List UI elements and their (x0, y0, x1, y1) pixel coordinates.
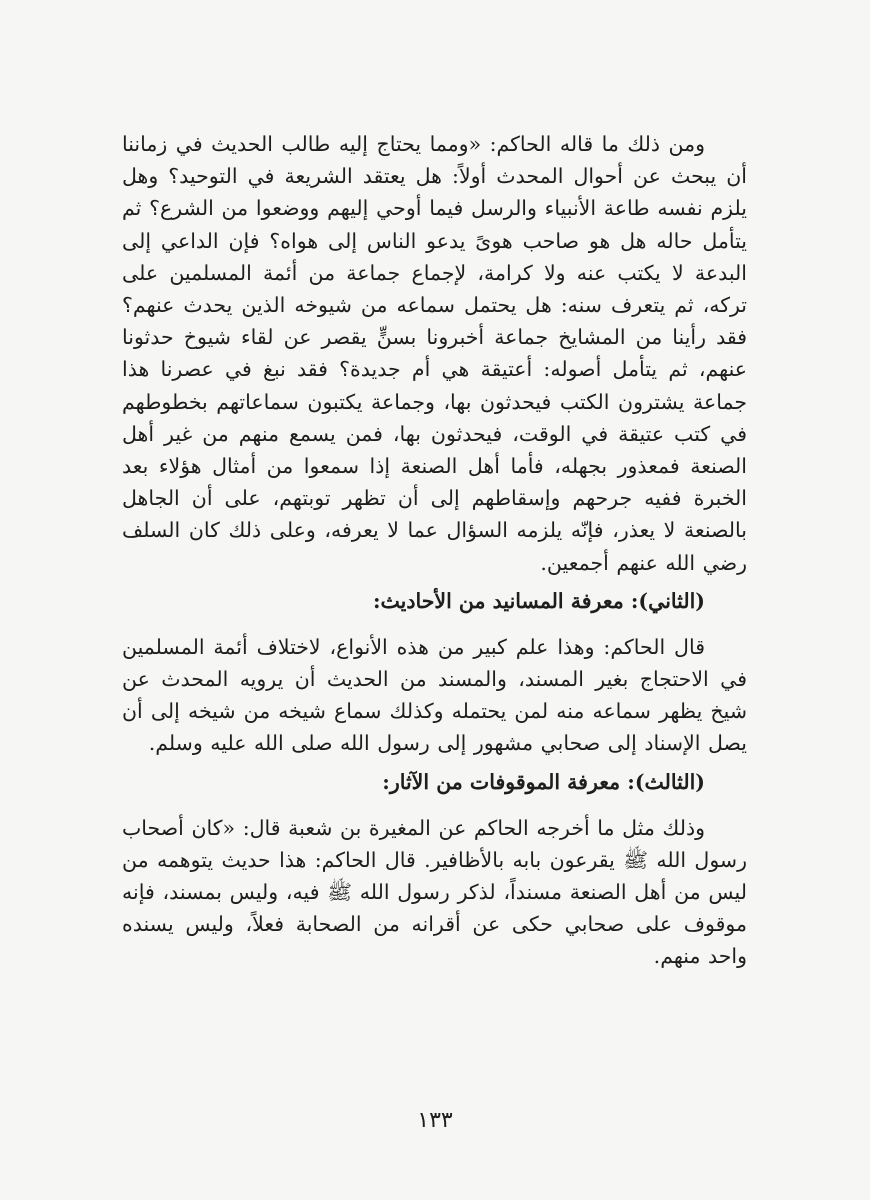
page-body (122, 128, 747, 973)
spacer (122, 798, 747, 812)
paragraph-musnad: قال الحاكم: وهذا علم كبير من هذه الأنواع، لاختلاف أئمة المسلمين في الاحتجاج بغير المسند، والمسند من الحديث أن يرويه المحدث عن شيخ يظهر سماعه منه لمن يحتمله وكذلك سماع شيخه من شيخه إلى أن يصل الإسناد إلى صحابي مشهور إلى رسول الله صلى الله عليه وسلم. (122, 634, 747, 756)
section-heading-second: (الثاني): معرفة المسانيد من الأحاديث: (372, 588, 705, 613)
spacer (122, 617, 747, 631)
paragraph-mawquf: وذلك مثل ما أخرجه الحاكم عن المغيرة بن شعبة قال: «كان أصحاب رسول الله ﷺ يقرعون بابه بالأظافير. قال الحاكم: هذا حديث يتوهمه من ليس من أهل الصنعة مسنداً، لذكر رسول الله ﷺ فيه، وليس بمسند، فإنه موقوف على صحابي حكى عن أقرانه من الصحابة فعلاً، وليس يسنده واحد منهم. (122, 815, 747, 969)
section-heading-third: (الثالث): معرفة الموقوفات من الآثار: (382, 769, 705, 794)
page-number: ١٣٣ (417, 1108, 453, 1133)
paragraph-hakim-quote: ومن ذلك ما قاله الحاكم: «ومما يحتاج إليه طالب الحديث في زماننا أن يبحث عن أحوال المحدث أولاً: هل يعتقد الشريعة في التوحيد؟ وهل يلزم نفسه طاعة الأنبياء والرسل فيما أوحي إليهم ووضعوا من الشرع؟ ثم يتأمل حاله هل هو صاحب هوىً يدعو الناس إلى هواه؟ فإن الداعي إلى البدعة لا يكتب عنه ولا كرامة، لإجماع جماعة من أئمة المسلمين على تركه، ثم يتعرف سنه: هل يحتمل سماعه من شيوخه الذين يحدث عنهم؟ فقد رأينا من المشايخ جماعة أخبرونا بسنٍّ يقصر عن لقاء شيوخ حدثونا عنهم، ثم يتأمل أصوله: أعتيقة هي أم جديدة؟ فقد نبغ في عصرنا هذا جماعة يشترون الكتب فيحدثون بها، وجماعة يكتبون سماعاتهم بخطوطهم في كتب عتيقة في الوقت، فيحدثون بها، فمن يسمع منهم من غير أهل الصنعة فمعذور بجهله، فأما أهل الصنعة إذا سمعوا من أمثال هؤلاء بعد الخبرة ففيه جرحهم وإسقاطهم إلى أن تظهر توبتهم، على أن الجاهل بالصنعة لا يعذر، فإنّه يلزمه السؤال عما لا يعرفه، وعلى ذلك كان السلف رضي الله عنهم أجمعين. (122, 132, 747, 575)
